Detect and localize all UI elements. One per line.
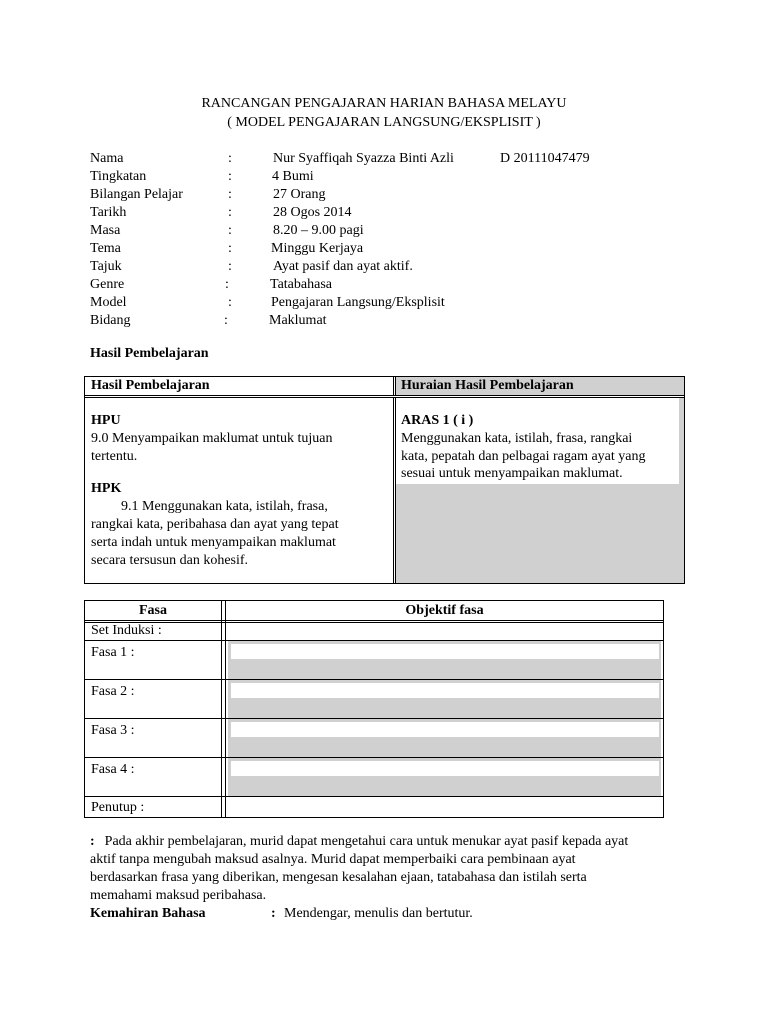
info-row-tema bbox=[90, 240, 490, 258]
info-colon: : bbox=[228, 259, 232, 274]
phase-row-label: Fasa 1 : bbox=[91, 645, 135, 660]
info-value: Nur Syaffiqah Syazza Binti Azli bbox=[273, 151, 454, 166]
info-value: 8.20 – 9.00 pagi bbox=[273, 223, 364, 238]
aras-text-line: kata, pepatah dan pelbagai ragam ayat yang bbox=[401, 449, 646, 464]
info-colon: : bbox=[228, 295, 232, 310]
objective-paragraph bbox=[90, 833, 690, 905]
info-row-bilangan-pelajar bbox=[90, 186, 490, 204]
phase-row-label: Fasa 2 : bbox=[91, 684, 135, 699]
skills-value: Mendengar, menulis dan bertutur. bbox=[284, 906, 473, 921]
info-row-genre bbox=[90, 276, 490, 294]
info-row-nama bbox=[90, 150, 610, 168]
document-subtitle: ( MODEL PENGAJARAN LANGSUNG/EKSPLISIT ) bbox=[227, 115, 541, 130]
hpk-label: HPK bbox=[91, 481, 122, 496]
info-row-tingkatan bbox=[90, 168, 490, 186]
language-skills-row bbox=[90, 905, 590, 923]
info-colon: : bbox=[228, 223, 232, 238]
info-colon: : bbox=[228, 205, 232, 220]
objective-line: memahami maksud peribahasa. bbox=[90, 888, 267, 903]
phase-objectives-table bbox=[84, 600, 664, 818]
info-label: Bilangan Pelajar bbox=[90, 187, 183, 202]
phase-row-label: Fasa 4 : bbox=[91, 762, 135, 777]
objective-text: Pada akhir pembelajaran, murid dapat mengetahui cara untuk menukar ayat pasif kepada ayat bbox=[104, 834, 629, 849]
table2-header-right: Objektif fasa bbox=[405, 603, 484, 618]
table1-header-left: Hasil Pembelajaran bbox=[91, 378, 210, 393]
hpk-text-line: 9.1 Menggunakan kata, istilah, frasa, bbox=[121, 499, 328, 514]
header-divider bbox=[85, 395, 684, 398]
info-value: 28 Ogos 2014 bbox=[273, 205, 352, 220]
hpu-label: HPU bbox=[91, 413, 121, 428]
info-colon: : bbox=[228, 187, 232, 202]
info-row-bidang bbox=[90, 312, 490, 330]
hpk-text-line: serta indah untuk menyampaikan maklumat bbox=[91, 535, 336, 550]
objective-colon: : bbox=[90, 834, 95, 849]
info-value: Minggu Kerjaya bbox=[271, 241, 364, 256]
row-divider bbox=[85, 679, 663, 680]
info-colon: : bbox=[228, 169, 232, 184]
info-row-tarikh bbox=[90, 204, 490, 222]
info-label: Genre bbox=[90, 277, 125, 292]
objective-line: aktif tanpa mengubah maksud asalnya. Murid dapat memperbaiki cara pembinaan ayat bbox=[90, 852, 576, 867]
hpu-text-line: 9.0 Menyampaikan maklumat untuk tujuan bbox=[91, 431, 333, 446]
info-label: Nama bbox=[90, 151, 124, 166]
info-value: Tatabahasa bbox=[270, 277, 332, 292]
row-divider bbox=[85, 796, 663, 797]
info-label: Model bbox=[90, 295, 127, 310]
row-divider bbox=[85, 718, 663, 719]
phase-row-label: Fasa 3 : bbox=[91, 723, 135, 738]
section-heading: Hasil Pembelajaran bbox=[90, 346, 209, 361]
info-label: Tajuk bbox=[90, 259, 122, 274]
info-value: Ayat pasif dan ayat aktif. bbox=[273, 259, 413, 274]
phase-objective-line bbox=[231, 644, 659, 659]
objective-line: berdasarkan frasa yang diberikan, mengesan kesalahan ejaan, tatabahasa dan istilah serta bbox=[90, 870, 587, 885]
info-value: Maklumat bbox=[269, 313, 327, 328]
info-row-model bbox=[90, 294, 490, 312]
table1-header-right: Huraian Hasil Pembelajaran bbox=[401, 378, 574, 393]
info-value: Pengajaran Langsung/Eksplisit bbox=[271, 295, 445, 310]
hpu-text-line: tertentu. bbox=[91, 449, 138, 464]
info-row-masa bbox=[90, 222, 490, 240]
objective-line bbox=[90, 833, 690, 851]
info-colon: : bbox=[228, 241, 232, 256]
hpk-text-line: rangkai kata, peribahasa dan ayat yang tepat bbox=[91, 517, 339, 532]
phase-objective-line bbox=[231, 761, 659, 776]
info-value: 4 Bumi bbox=[272, 169, 314, 184]
phase-row-label: Set Induksi : bbox=[91, 623, 162, 638]
info-id: D 20111047479 bbox=[500, 151, 590, 166]
learning-outcomes-table bbox=[84, 376, 685, 584]
skills-label: Kemahiran Bahasa bbox=[90, 906, 206, 921]
phase-objective-line bbox=[231, 683, 659, 698]
info-label: Bidang bbox=[90, 313, 131, 328]
info-label: Tingkatan bbox=[90, 169, 147, 184]
table2-header-left: Fasa bbox=[139, 603, 167, 618]
column-divider bbox=[221, 601, 226, 817]
info-colon: : bbox=[228, 151, 232, 166]
info-colon: : bbox=[225, 277, 229, 292]
info-colon: : bbox=[224, 313, 228, 328]
skills-colon: : bbox=[271, 906, 276, 921]
row-divider bbox=[85, 640, 663, 641]
info-label: Tarikh bbox=[90, 205, 127, 220]
phase-row-label: Penutup : bbox=[91, 800, 145, 815]
column-divider bbox=[393, 377, 396, 583]
info-label: Masa bbox=[90, 223, 121, 238]
header-divider bbox=[85, 620, 663, 623]
info-value: 27 Orang bbox=[273, 187, 326, 202]
aras-label: ARAS 1 ( i ) bbox=[401, 413, 474, 428]
phase-objective-line bbox=[231, 722, 659, 737]
document-title: RANCANGAN PENGAJARAN HARIAN BAHASA MELAYU bbox=[201, 96, 567, 111]
row-divider bbox=[85, 757, 663, 758]
info-label: Tema bbox=[90, 241, 121, 256]
aras-text-line: sesuai untuk menyampaikan maklumat. bbox=[401, 466, 623, 481]
hpk-text-line: secara tersusun dan kohesif. bbox=[91, 553, 249, 568]
aras-text-line: Menggunakan kata, istilah, frasa, rangkai bbox=[401, 431, 633, 446]
info-row-tajuk bbox=[90, 258, 490, 276]
